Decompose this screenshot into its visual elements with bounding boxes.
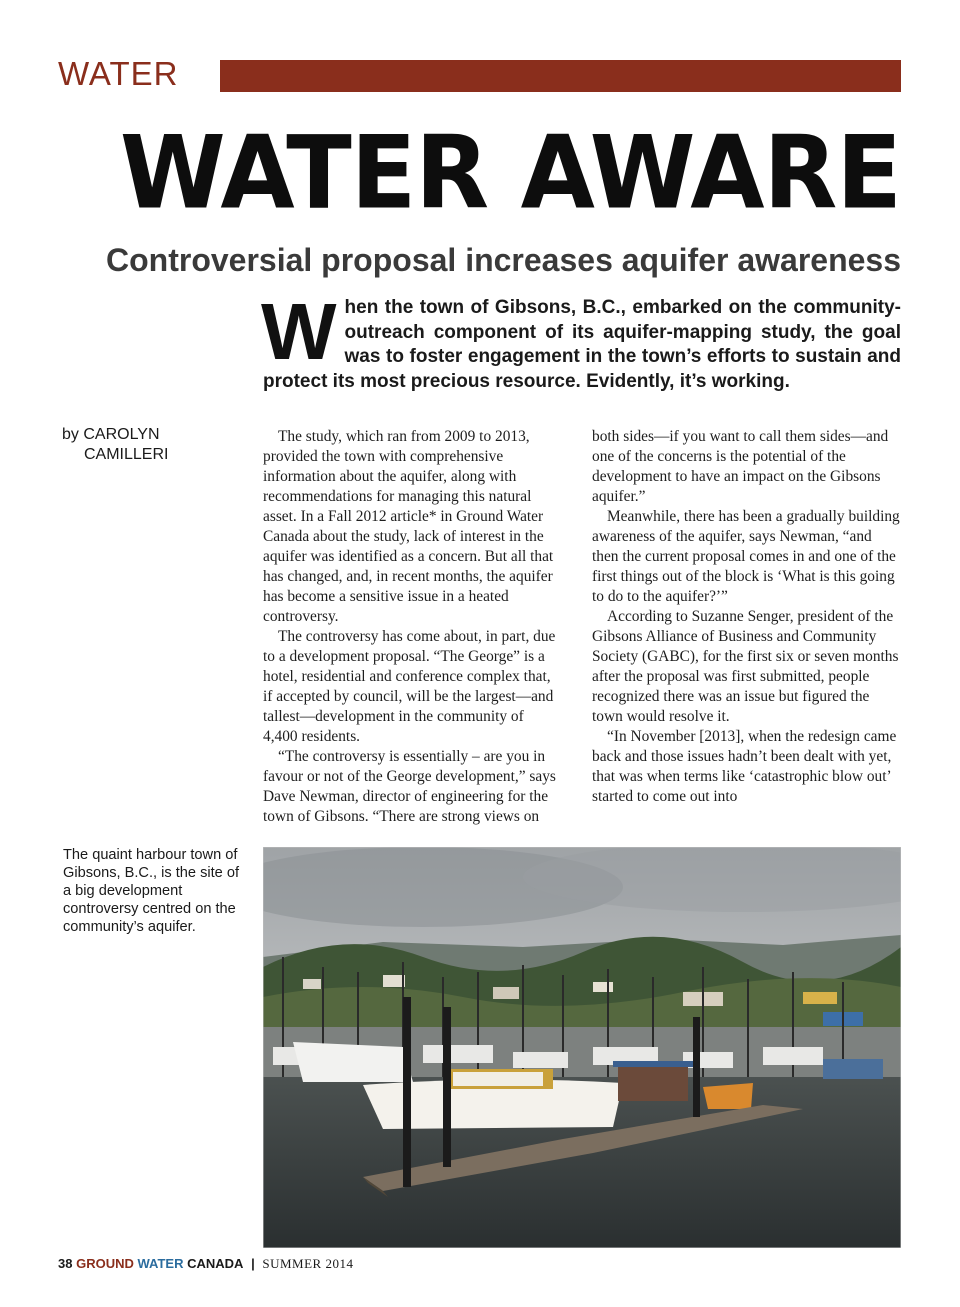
paragraph: The controversy has come about, in part, due to a development proposal. “The George” is a hotel, residential and conference complex that, if accepted by council, will be the largest—and tallest—development in the community of 4,400 residents. <box>263 628 556 745</box>
harbour-photo <box>263 847 901 1248</box>
paragraph: Meanwhile, there has been a gradually building awareness of the aquifer, says Newman, “and then the current proposal comes in and one of the first things out of the block is ‘What is this going to do to the aquifer?’” <box>592 508 900 605</box>
byline <box>62 425 202 465</box>
magazine-name-canada: CANADA <box>187 1256 244 1271</box>
page-footer <box>58 1256 353 1272</box>
body-column-1 <box>263 427 559 827</box>
paragraph: According to Suzanne Senger, president of the Gibsons Alliance of Business and Community Society (GABC), for the first six or seven months after the proposal was first submitted, people recognized there was an issue but figured the town would resolve it. <box>592 608 899 725</box>
byline-prefix: by CAROLYN <box>62 426 160 443</box>
headline: WATER AWARE <box>119 114 901 232</box>
paragraph: The study, which ran from 2009 to 2013, provided the town with comprehensive information about the aquifer, along with recommendations for managing this natural asset. In a Fall 2012 article* in Ground Water Canada about the study, lack of interest in the aquifer was identified as a concern. But all that has changed, and, in recent months, the aquifer has become a sensitive issue in a heated controversy. <box>263 428 554 625</box>
section-rule <box>220 60 901 92</box>
paragraph: both sides—if you want to call them sides—and one of the concerns is the potential of the development to have an impact on the Gibsons aquifer.” <box>592 428 889 505</box>
section-label: WATER <box>58 55 179 92</box>
page-number: 38 <box>58 1256 73 1271</box>
subheadline: Controversial proposal increases aquifer awareness <box>106 242 901 278</box>
lede-paragraph <box>261 287 901 394</box>
footer-separator: | <box>251 1256 255 1271</box>
byline-surname: CAMILLERI <box>84 446 169 463</box>
photo-caption: The quaint harbour town of Gibsons, B.C., is the site of a big development controversy centred on the community’s aquifer. <box>63 847 240 935</box>
magazine-name-ground: GROUND <box>76 1256 134 1271</box>
magazine-name-water: WATER <box>137 1256 184 1271</box>
paragraph: “In November [2013], when the redesign came back and those issues hadn’t been dealt with yet, that was when terms like ‘catastrophic blow out’ started to come out into <box>592 728 897 805</box>
drop-cap: W <box>261 287 337 376</box>
paragraph: “The controversy is essentially – are you in favour or not of the George development,” says Dave Newman, director of engineering for the town of Gibsons. “There are strong views on <box>263 748 556 825</box>
lede-text: hen the town of Gibsons, B.C., embarked on the community-outreach component of its aquifer-mapping study, the goal was to foster engagement in the town’s efforts to sustain and protect its most precious resource. Evidently, it’s working. <box>263 297 901 392</box>
issue-date: SUMMER 2014 <box>262 1256 354 1271</box>
body-column-2 <box>592 427 901 827</box>
